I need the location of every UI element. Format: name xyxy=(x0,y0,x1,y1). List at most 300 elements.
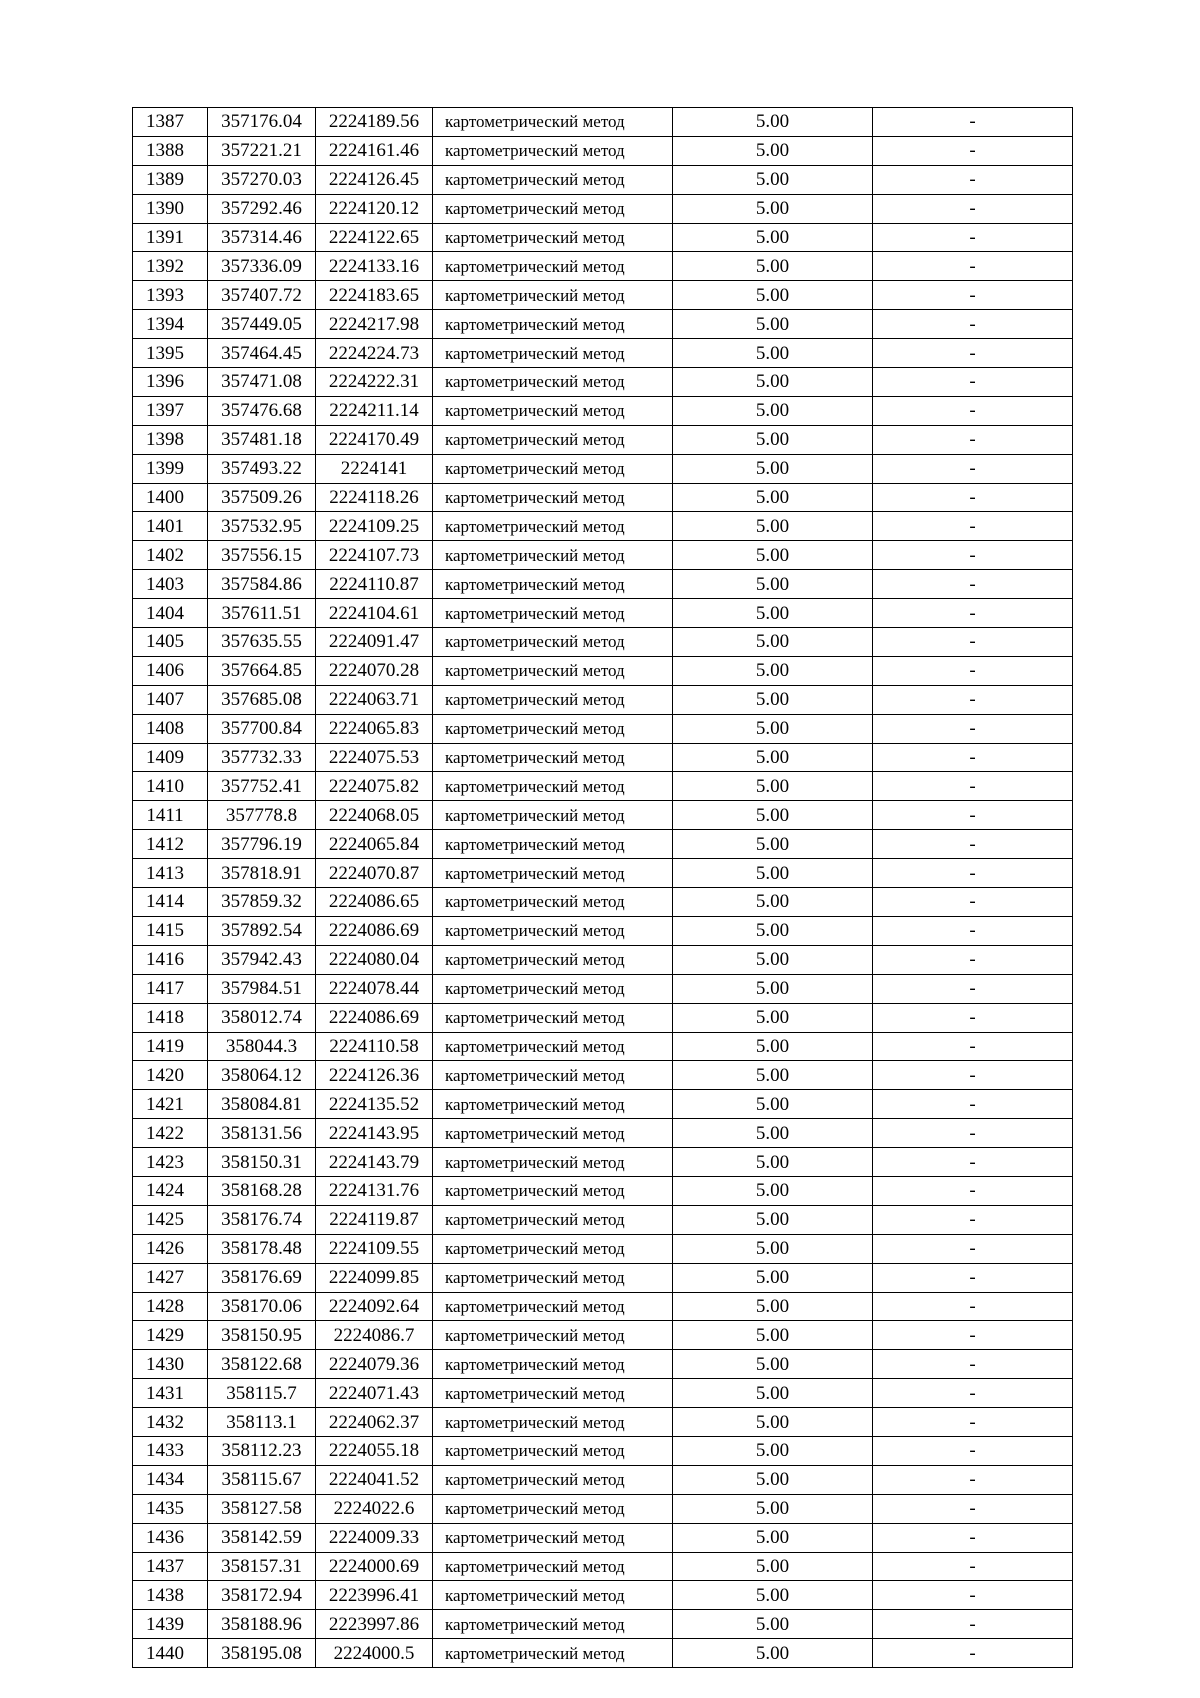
table-row xyxy=(133,512,1073,541)
precision-cell: 5.00 xyxy=(673,1003,873,1032)
note-cell: - xyxy=(873,541,1073,570)
y-coordinate-cell: 2224122.65 xyxy=(316,223,433,252)
table-row xyxy=(133,454,1073,483)
point-number-cell: 1394 xyxy=(133,310,208,339)
x-coordinate-cell: 358195.08 xyxy=(208,1639,316,1668)
x-coordinate-cell: 357611.51 xyxy=(208,599,316,628)
x-coordinate-cell: 357859.32 xyxy=(208,888,316,917)
y-coordinate-cell: 2224091.47 xyxy=(316,628,433,657)
y-coordinate-cell: 2224065.83 xyxy=(316,714,433,743)
note-cell: - xyxy=(873,1494,1073,1523)
x-coordinate-cell: 357732.33 xyxy=(208,743,316,772)
point-number-cell: 1390 xyxy=(133,194,208,223)
x-coordinate-cell: 358113.1 xyxy=(208,1408,316,1437)
method-cell: картометрический метод xyxy=(433,772,673,801)
table-row xyxy=(133,1408,1073,1437)
note-cell: - xyxy=(873,772,1073,801)
note-cell: - xyxy=(873,1379,1073,1408)
table-row xyxy=(133,628,1073,657)
table-row xyxy=(133,1321,1073,1350)
method-cell: картометрический метод xyxy=(433,425,673,454)
point-number-cell: 1418 xyxy=(133,1003,208,1032)
table-row xyxy=(133,888,1073,917)
table-row xyxy=(133,1552,1073,1581)
y-coordinate-cell: 2224009.33 xyxy=(316,1523,433,1552)
table-row xyxy=(133,1205,1073,1234)
table-row xyxy=(133,772,1073,801)
x-coordinate-cell: 358170.06 xyxy=(208,1292,316,1321)
precision-cell: 5.00 xyxy=(673,165,873,194)
note-cell: - xyxy=(873,685,1073,714)
y-coordinate-cell: 2224109.25 xyxy=(316,512,433,541)
precision-cell: 5.00 xyxy=(673,541,873,570)
point-number-cell: 1433 xyxy=(133,1436,208,1465)
table-row xyxy=(133,1263,1073,1292)
precision-cell: 5.00 xyxy=(673,801,873,830)
precision-cell: 5.00 xyxy=(673,628,873,657)
table-row xyxy=(133,1639,1073,1668)
note-cell: - xyxy=(873,859,1073,888)
y-coordinate-cell: 2224086.69 xyxy=(316,916,433,945)
point-number-cell: 1434 xyxy=(133,1465,208,1494)
table-row xyxy=(133,281,1073,310)
point-number-cell: 1411 xyxy=(133,801,208,830)
precision-cell: 5.00 xyxy=(673,339,873,368)
precision-cell: 5.00 xyxy=(673,714,873,743)
point-number-cell: 1396 xyxy=(133,368,208,397)
method-cell: картометрический метод xyxy=(433,1581,673,1610)
method-cell: картометрический метод xyxy=(433,1350,673,1379)
table-row xyxy=(133,541,1073,570)
precision-cell: 5.00 xyxy=(673,194,873,223)
note-cell: - xyxy=(873,1465,1073,1494)
y-coordinate-cell: 2224131.76 xyxy=(316,1176,433,1205)
precision-cell: 5.00 xyxy=(673,685,873,714)
precision-cell: 5.00 xyxy=(673,310,873,339)
note-cell: - xyxy=(873,368,1073,397)
method-cell: картометрический метод xyxy=(433,1292,673,1321)
precision-cell: 5.00 xyxy=(673,888,873,917)
method-cell: картометрический метод xyxy=(433,512,673,541)
method-cell: картометрический метод xyxy=(433,281,673,310)
x-coordinate-cell: 358168.28 xyxy=(208,1176,316,1205)
method-cell: картометрический метод xyxy=(433,1263,673,1292)
y-coordinate-cell: 2224126.45 xyxy=(316,165,433,194)
point-number-cell: 1402 xyxy=(133,541,208,570)
x-coordinate-cell: 357176.04 xyxy=(208,108,316,137)
method-cell: картометрический метод xyxy=(433,223,673,252)
method-cell: картометрический метод xyxy=(433,945,673,974)
x-coordinate-cell: 358084.81 xyxy=(208,1090,316,1119)
point-number-cell: 1408 xyxy=(133,714,208,743)
note-cell: - xyxy=(873,1552,1073,1581)
x-coordinate-cell: 358178.48 xyxy=(208,1234,316,1263)
x-coordinate-cell: 357635.55 xyxy=(208,628,316,657)
precision-cell: 5.00 xyxy=(673,1090,873,1119)
method-cell: картометрический метод xyxy=(433,714,673,743)
table-row xyxy=(133,1090,1073,1119)
note-cell: - xyxy=(873,1610,1073,1639)
precision-cell: 5.00 xyxy=(673,136,873,165)
y-coordinate-cell: 2224055.18 xyxy=(316,1436,433,1465)
method-cell: картометрический метод xyxy=(433,194,673,223)
note-cell: - xyxy=(873,454,1073,483)
point-number-cell: 1392 xyxy=(133,252,208,281)
table-row xyxy=(133,1061,1073,1090)
note-cell: - xyxy=(873,1292,1073,1321)
table-row xyxy=(133,1032,1073,1061)
table-row xyxy=(133,945,1073,974)
method-cell: картометрический метод xyxy=(433,1408,673,1437)
note-cell: - xyxy=(873,281,1073,310)
method-cell: картометрический метод xyxy=(433,1465,673,1494)
precision-cell: 5.00 xyxy=(673,281,873,310)
table-row xyxy=(133,310,1073,339)
point-number-cell: 1423 xyxy=(133,1148,208,1177)
x-coordinate-cell: 357778.8 xyxy=(208,801,316,830)
x-coordinate-cell: 358122.68 xyxy=(208,1350,316,1379)
x-coordinate-cell: 357532.95 xyxy=(208,512,316,541)
point-number-cell: 1393 xyxy=(133,281,208,310)
y-coordinate-cell: 2224086.7 xyxy=(316,1321,433,1350)
precision-cell: 5.00 xyxy=(673,743,873,772)
y-coordinate-cell: 2224071.43 xyxy=(316,1379,433,1408)
point-number-cell: 1406 xyxy=(133,656,208,685)
y-coordinate-cell: 2224062.37 xyxy=(316,1408,433,1437)
y-coordinate-cell: 2224000.5 xyxy=(316,1639,433,1668)
note-cell: - xyxy=(873,339,1073,368)
precision-cell: 5.00 xyxy=(673,1234,873,1263)
precision-cell: 5.00 xyxy=(673,1061,873,1090)
method-cell: картометрический метод xyxy=(433,1205,673,1234)
precision-cell: 5.00 xyxy=(673,108,873,137)
method-cell: картометрический метод xyxy=(433,1552,673,1581)
note-cell: - xyxy=(873,830,1073,859)
table-row xyxy=(133,339,1073,368)
x-coordinate-cell: 358127.58 xyxy=(208,1494,316,1523)
point-number-cell: 1388 xyxy=(133,136,208,165)
table-row xyxy=(133,136,1073,165)
table-row xyxy=(133,194,1073,223)
point-number-cell: 1438 xyxy=(133,1581,208,1610)
precision-cell: 5.00 xyxy=(673,599,873,628)
point-number-cell: 1436 xyxy=(133,1523,208,1552)
note-cell: - xyxy=(873,194,1073,223)
precision-cell: 5.00 xyxy=(673,1176,873,1205)
note-cell: - xyxy=(873,396,1073,425)
method-cell: картометрический метод xyxy=(433,1148,673,1177)
method-cell: картометрический метод xyxy=(433,1003,673,1032)
method-cell: картометрический метод xyxy=(433,570,673,599)
table-row xyxy=(133,1119,1073,1148)
point-number-cell: 1431 xyxy=(133,1379,208,1408)
point-number-cell: 1389 xyxy=(133,165,208,194)
y-coordinate-cell: 2224068.05 xyxy=(316,801,433,830)
y-coordinate-cell: 2224118.26 xyxy=(316,483,433,512)
precision-cell: 5.00 xyxy=(673,1408,873,1437)
point-number-cell: 1427 xyxy=(133,1263,208,1292)
precision-cell: 5.00 xyxy=(673,656,873,685)
point-number-cell: 1401 xyxy=(133,512,208,541)
precision-cell: 5.00 xyxy=(673,1639,873,1668)
x-coordinate-cell: 358150.31 xyxy=(208,1148,316,1177)
note-cell: - xyxy=(873,483,1073,512)
x-coordinate-cell: 357314.46 xyxy=(208,223,316,252)
method-cell: картометрический метод xyxy=(433,1090,673,1119)
note-cell: - xyxy=(873,136,1073,165)
precision-cell: 5.00 xyxy=(673,454,873,483)
y-coordinate-cell: 2224120.12 xyxy=(316,194,433,223)
table-row xyxy=(133,801,1073,830)
table-row xyxy=(133,974,1073,1003)
x-coordinate-cell: 358176.74 xyxy=(208,1205,316,1234)
y-coordinate-cell: 2224022.6 xyxy=(316,1494,433,1523)
point-number-cell: 1437 xyxy=(133,1552,208,1581)
table-row xyxy=(133,1610,1073,1639)
y-coordinate-cell: 2224161.46 xyxy=(316,136,433,165)
point-number-cell: 1439 xyxy=(133,1610,208,1639)
method-cell: картометрический метод xyxy=(433,1234,673,1263)
y-coordinate-cell: 2224217.98 xyxy=(316,310,433,339)
x-coordinate-cell: 357584.86 xyxy=(208,570,316,599)
point-number-cell: 1409 xyxy=(133,743,208,772)
table-row xyxy=(133,743,1073,772)
table-row xyxy=(133,1234,1073,1263)
point-number-cell: 1391 xyxy=(133,223,208,252)
x-coordinate-cell: 358157.31 xyxy=(208,1552,316,1581)
method-cell: картометрический метод xyxy=(433,1032,673,1061)
x-coordinate-cell: 358188.96 xyxy=(208,1610,316,1639)
x-coordinate-cell: 357892.54 xyxy=(208,916,316,945)
method-cell: картометрический метод xyxy=(433,859,673,888)
y-coordinate-cell: 2224224.73 xyxy=(316,339,433,368)
y-coordinate-cell: 2224080.04 xyxy=(316,945,433,974)
note-cell: - xyxy=(873,656,1073,685)
table-row xyxy=(133,1465,1073,1494)
y-coordinate-cell: 2224041.52 xyxy=(316,1465,433,1494)
note-cell: - xyxy=(873,599,1073,628)
note-cell: - xyxy=(873,512,1073,541)
note-cell: - xyxy=(873,1003,1073,1032)
note-cell: - xyxy=(873,252,1073,281)
table-row xyxy=(133,1436,1073,1465)
point-number-cell: 1415 xyxy=(133,916,208,945)
x-coordinate-cell: 357221.21 xyxy=(208,136,316,165)
method-cell: картометрический метод xyxy=(433,1494,673,1523)
precision-cell: 5.00 xyxy=(673,1292,873,1321)
y-coordinate-cell: 2224079.36 xyxy=(316,1350,433,1379)
note-cell: - xyxy=(873,310,1073,339)
y-coordinate-cell: 2224143.79 xyxy=(316,1148,433,1177)
y-coordinate-cell: 2223997.86 xyxy=(316,1610,433,1639)
method-cell: картометрический метод xyxy=(433,1176,673,1205)
y-coordinate-cell: 2224063.71 xyxy=(316,685,433,714)
method-cell: картометрический метод xyxy=(433,888,673,917)
y-coordinate-cell: 2224078.44 xyxy=(316,974,433,1003)
precision-cell: 5.00 xyxy=(673,830,873,859)
method-cell: картометрический метод xyxy=(433,1379,673,1408)
table-row xyxy=(133,916,1073,945)
point-number-cell: 1405 xyxy=(133,628,208,657)
precision-cell: 5.00 xyxy=(673,570,873,599)
point-number-cell: 1416 xyxy=(133,945,208,974)
precision-cell: 5.00 xyxy=(673,945,873,974)
table-row xyxy=(133,1523,1073,1552)
x-coordinate-cell: 358142.59 xyxy=(208,1523,316,1552)
y-coordinate-cell: 2223996.41 xyxy=(316,1581,433,1610)
note-cell: - xyxy=(873,1148,1073,1177)
point-number-cell: 1428 xyxy=(133,1292,208,1321)
precision-cell: 5.00 xyxy=(673,368,873,397)
x-coordinate-cell: 357818.91 xyxy=(208,859,316,888)
table-row xyxy=(133,223,1073,252)
precision-cell: 5.00 xyxy=(673,1436,873,1465)
method-cell: картометрический метод xyxy=(433,368,673,397)
point-number-cell: 1435 xyxy=(133,1494,208,1523)
note-cell: - xyxy=(873,1408,1073,1437)
note-cell: - xyxy=(873,1061,1073,1090)
precision-cell: 5.00 xyxy=(673,223,873,252)
y-coordinate-cell: 2224075.82 xyxy=(316,772,433,801)
table-row xyxy=(133,108,1073,137)
precision-cell: 5.00 xyxy=(673,1350,873,1379)
x-coordinate-cell: 358112.23 xyxy=(208,1436,316,1465)
y-coordinate-cell: 2224070.28 xyxy=(316,656,433,685)
precision-cell: 5.00 xyxy=(673,483,873,512)
method-cell: картометрический метод xyxy=(433,743,673,772)
method-cell: картометрический метод xyxy=(433,916,673,945)
method-cell: картометрический метод xyxy=(433,252,673,281)
note-cell: - xyxy=(873,1263,1073,1292)
y-coordinate-cell: 2224110.87 xyxy=(316,570,433,599)
point-number-cell: 1410 xyxy=(133,772,208,801)
point-number-cell: 1429 xyxy=(133,1321,208,1350)
point-number-cell: 1403 xyxy=(133,570,208,599)
point-number-cell: 1398 xyxy=(133,425,208,454)
precision-cell: 5.00 xyxy=(673,396,873,425)
table-row xyxy=(133,656,1073,685)
note-cell: - xyxy=(873,714,1073,743)
y-coordinate-cell: 2224092.64 xyxy=(316,1292,433,1321)
table-row xyxy=(133,1176,1073,1205)
table-row xyxy=(133,1379,1073,1408)
method-cell: картометрический метод xyxy=(433,1119,673,1148)
x-coordinate-cell: 357556.15 xyxy=(208,541,316,570)
precision-cell: 5.00 xyxy=(673,916,873,945)
method-cell: картометрический метод xyxy=(433,1639,673,1668)
y-coordinate-cell: 2224189.56 xyxy=(316,108,433,137)
point-number-cell: 1422 xyxy=(133,1119,208,1148)
method-cell: картометрический метод xyxy=(433,830,673,859)
note-cell: - xyxy=(873,1523,1073,1552)
method-cell: картометрический метод xyxy=(433,339,673,368)
x-coordinate-cell: 357685.08 xyxy=(208,685,316,714)
x-coordinate-cell: 357796.19 xyxy=(208,830,316,859)
point-number-cell: 1413 xyxy=(133,859,208,888)
method-cell: картометрический метод xyxy=(433,541,673,570)
note-cell: - xyxy=(873,1176,1073,1205)
x-coordinate-cell: 357493.22 xyxy=(208,454,316,483)
coordinates-table xyxy=(132,107,1073,1668)
note-cell: - xyxy=(873,1090,1073,1119)
table-row xyxy=(133,1148,1073,1177)
table-row xyxy=(133,1292,1073,1321)
table-row xyxy=(133,859,1073,888)
x-coordinate-cell: 357270.03 xyxy=(208,165,316,194)
x-coordinate-cell: 357509.26 xyxy=(208,483,316,512)
coordinates-table-body xyxy=(133,108,1073,1668)
precision-cell: 5.00 xyxy=(673,1205,873,1234)
y-coordinate-cell: 2224109.55 xyxy=(316,1234,433,1263)
table-row xyxy=(133,396,1073,425)
precision-cell: 5.00 xyxy=(673,1263,873,1292)
y-coordinate-cell: 2224119.87 xyxy=(316,1205,433,1234)
method-cell: картометрический метод xyxy=(433,656,673,685)
x-coordinate-cell: 358044.3 xyxy=(208,1032,316,1061)
method-cell: картометрический метод xyxy=(433,1321,673,1350)
x-coordinate-cell: 357942.43 xyxy=(208,945,316,974)
note-cell: - xyxy=(873,801,1073,830)
note-cell: - xyxy=(873,1119,1073,1148)
y-coordinate-cell: 2224211.14 xyxy=(316,396,433,425)
precision-cell: 5.00 xyxy=(673,1379,873,1408)
point-number-cell: 1412 xyxy=(133,830,208,859)
precision-cell: 5.00 xyxy=(673,1148,873,1177)
note-cell: - xyxy=(873,888,1073,917)
point-number-cell: 1432 xyxy=(133,1408,208,1437)
x-coordinate-cell: 357476.68 xyxy=(208,396,316,425)
x-coordinate-cell: 357700.84 xyxy=(208,714,316,743)
note-cell: - xyxy=(873,945,1073,974)
y-coordinate-cell: 2224222.31 xyxy=(316,368,433,397)
table-row xyxy=(133,425,1073,454)
method-cell: картометрический метод xyxy=(433,165,673,194)
point-number-cell: 1395 xyxy=(133,339,208,368)
y-coordinate-cell: 2224110.58 xyxy=(316,1032,433,1061)
x-coordinate-cell: 357407.72 xyxy=(208,281,316,310)
method-cell: картометрический метод xyxy=(433,483,673,512)
y-coordinate-cell: 2224133.16 xyxy=(316,252,433,281)
point-number-cell: 1404 xyxy=(133,599,208,628)
point-number-cell: 1424 xyxy=(133,1176,208,1205)
method-cell: картометрический метод xyxy=(433,136,673,165)
point-number-cell: 1440 xyxy=(133,1639,208,1668)
precision-cell: 5.00 xyxy=(673,1321,873,1350)
y-coordinate-cell: 2224070.87 xyxy=(316,859,433,888)
y-coordinate-cell: 2224126.36 xyxy=(316,1061,433,1090)
method-cell: картометрический метод xyxy=(433,628,673,657)
y-coordinate-cell: 2224104.61 xyxy=(316,599,433,628)
note-cell: - xyxy=(873,1350,1073,1379)
method-cell: картометрический метод xyxy=(433,685,673,714)
note-cell: - xyxy=(873,1639,1073,1668)
x-coordinate-cell: 357449.05 xyxy=(208,310,316,339)
note-cell: - xyxy=(873,1581,1073,1610)
x-coordinate-cell: 358131.56 xyxy=(208,1119,316,1148)
method-cell: картометрический метод xyxy=(433,1061,673,1090)
point-number-cell: 1414 xyxy=(133,888,208,917)
method-cell: картометрический метод xyxy=(433,1523,673,1552)
point-number-cell: 1420 xyxy=(133,1061,208,1090)
point-number-cell: 1425 xyxy=(133,1205,208,1234)
table-row xyxy=(133,368,1073,397)
note-cell: - xyxy=(873,223,1073,252)
x-coordinate-cell: 358150.95 xyxy=(208,1321,316,1350)
method-cell: картометрический метод xyxy=(433,801,673,830)
point-number-cell: 1430 xyxy=(133,1350,208,1379)
note-cell: - xyxy=(873,974,1073,1003)
y-coordinate-cell: 2224183.65 xyxy=(316,281,433,310)
